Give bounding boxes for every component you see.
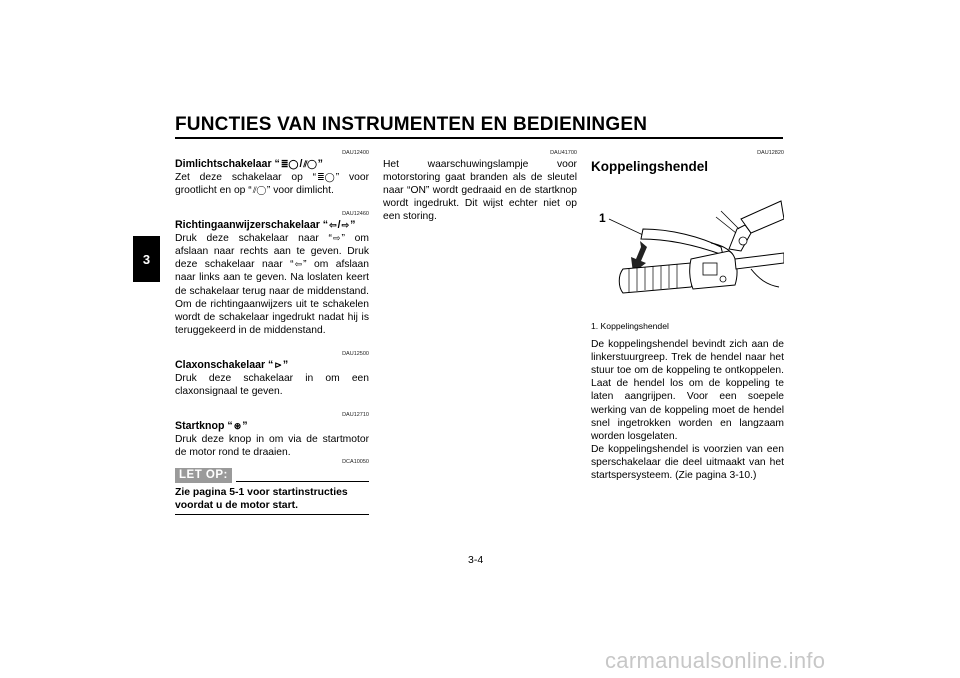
clutch-lever-illustration xyxy=(591,189,784,309)
low-beam-icon: ⫽◯ xyxy=(252,185,266,196)
start-icon: ⊛ xyxy=(233,421,242,432)
warning-light-text: Het waarschuwingslampje voor motorstoring gaat branden als de sleutel naar “ON” wordt gedraaid en de startknop wordt ingedrukt. Dit wijst echter niet op een storing. xyxy=(383,159,577,223)
section-title-clutch-lever: Koppelingshendel xyxy=(591,159,709,174)
section-code: DAU12500 xyxy=(342,350,369,357)
page-title: FUNCTIES VAN INSTRUMENTEN EN BEDIENINGEN xyxy=(175,114,648,135)
high-beam-icon: ≣◯ xyxy=(280,159,299,169)
turn-signal-text: Druk deze schakelaar naar “⇨” om afslaan naar rechts aan te geven. Druk deze schakelaar naar “⇦” om afslaan naar links aan te geven. Na loslaten keert de schakelaar terug naar de middenstand. Om de richtingaanwijzers uit te schakelen wordt de schakelaar ingedrukt nadat hij is teruggekeerd in de middenstand. xyxy=(175,233,369,336)
figure-callout: 1 xyxy=(599,211,606,225)
high-beam-icon: ≣◯ xyxy=(317,172,335,182)
clutch-lever-text: De koppelingshendel bevindt zich aan de linkerstuurgreep. Trek de hendel naar het stuur toe om de koppeling te ontkoppelen. Laat de hendel los om de koppeling te laten aangrijpen. Voor een soepele werking van de koppeling moet de hendel snel ingetrokken worden en langzaam worden losgelaten. xyxy=(591,339,784,442)
caution-text: Zie pagina 5-1 voor startinstructies voordat u de motor start. xyxy=(175,487,348,512)
column-middle xyxy=(383,150,577,223)
turn-left-icon: ⇦ xyxy=(294,259,303,270)
header-rule xyxy=(175,137,783,139)
dimmer-switch-text: Zet deze schakelaar op “≣◯” voor grootlicht en op “⫽◯” voor dimlicht. xyxy=(175,172,369,197)
start-switch-text: Druk deze knop in om via de startmotor de motor rond te draaien. xyxy=(175,434,369,459)
low-beam-icon: ⫽◯ xyxy=(303,159,317,169)
caution-rule xyxy=(236,481,369,482)
heading-start-switch: Startknop “⊛” xyxy=(175,420,248,433)
turn-left-icon: ⇦ xyxy=(329,220,337,231)
column-right xyxy=(591,150,784,482)
section-code: DAU41700 xyxy=(550,150,577,156)
heading-dimmer-switch: Dimlichtschakelaar “≣◯/⫽◯” xyxy=(175,158,323,170)
section-code: DAU12710 xyxy=(342,412,369,419)
column-left xyxy=(175,150,369,515)
page-number: 3-4 xyxy=(468,554,484,566)
clutch-lever-text-2: De koppelingshendel is voorzien van een sperschakelaar die deel uitmaakt van het startspersysteem. (Zie pagina 3-10.) xyxy=(591,443,784,482)
figure-caption: 1. Koppelingshendel xyxy=(591,321,669,332)
horn-icon: ⊳ xyxy=(274,359,282,370)
caution-end-rule xyxy=(175,514,369,515)
caution-badge: LET OP: xyxy=(175,468,232,483)
horn-switch-text: Druk deze schakelaar in om een claxonsignaal te geven. xyxy=(175,372,369,398)
section-code: DAU12400 xyxy=(342,150,369,156)
section-code: DAU12820 xyxy=(757,150,784,156)
turn-right-icon: ⇨ xyxy=(332,233,341,244)
caution-code: DCA10050 xyxy=(342,459,369,466)
section-code: DAU12460 xyxy=(342,211,369,218)
heading-turn-signal-switch: Richtingaanwijzerschakelaar “⇦/⇨” xyxy=(175,219,356,232)
turn-right-icon: ⇨ xyxy=(341,220,350,231)
chapter-tab: 3 xyxy=(133,236,160,282)
caution-header xyxy=(175,468,369,483)
watermark: carmanualsonline.info xyxy=(605,648,826,673)
heading-horn-switch: Claxonschakelaar “⊳” xyxy=(175,358,289,371)
